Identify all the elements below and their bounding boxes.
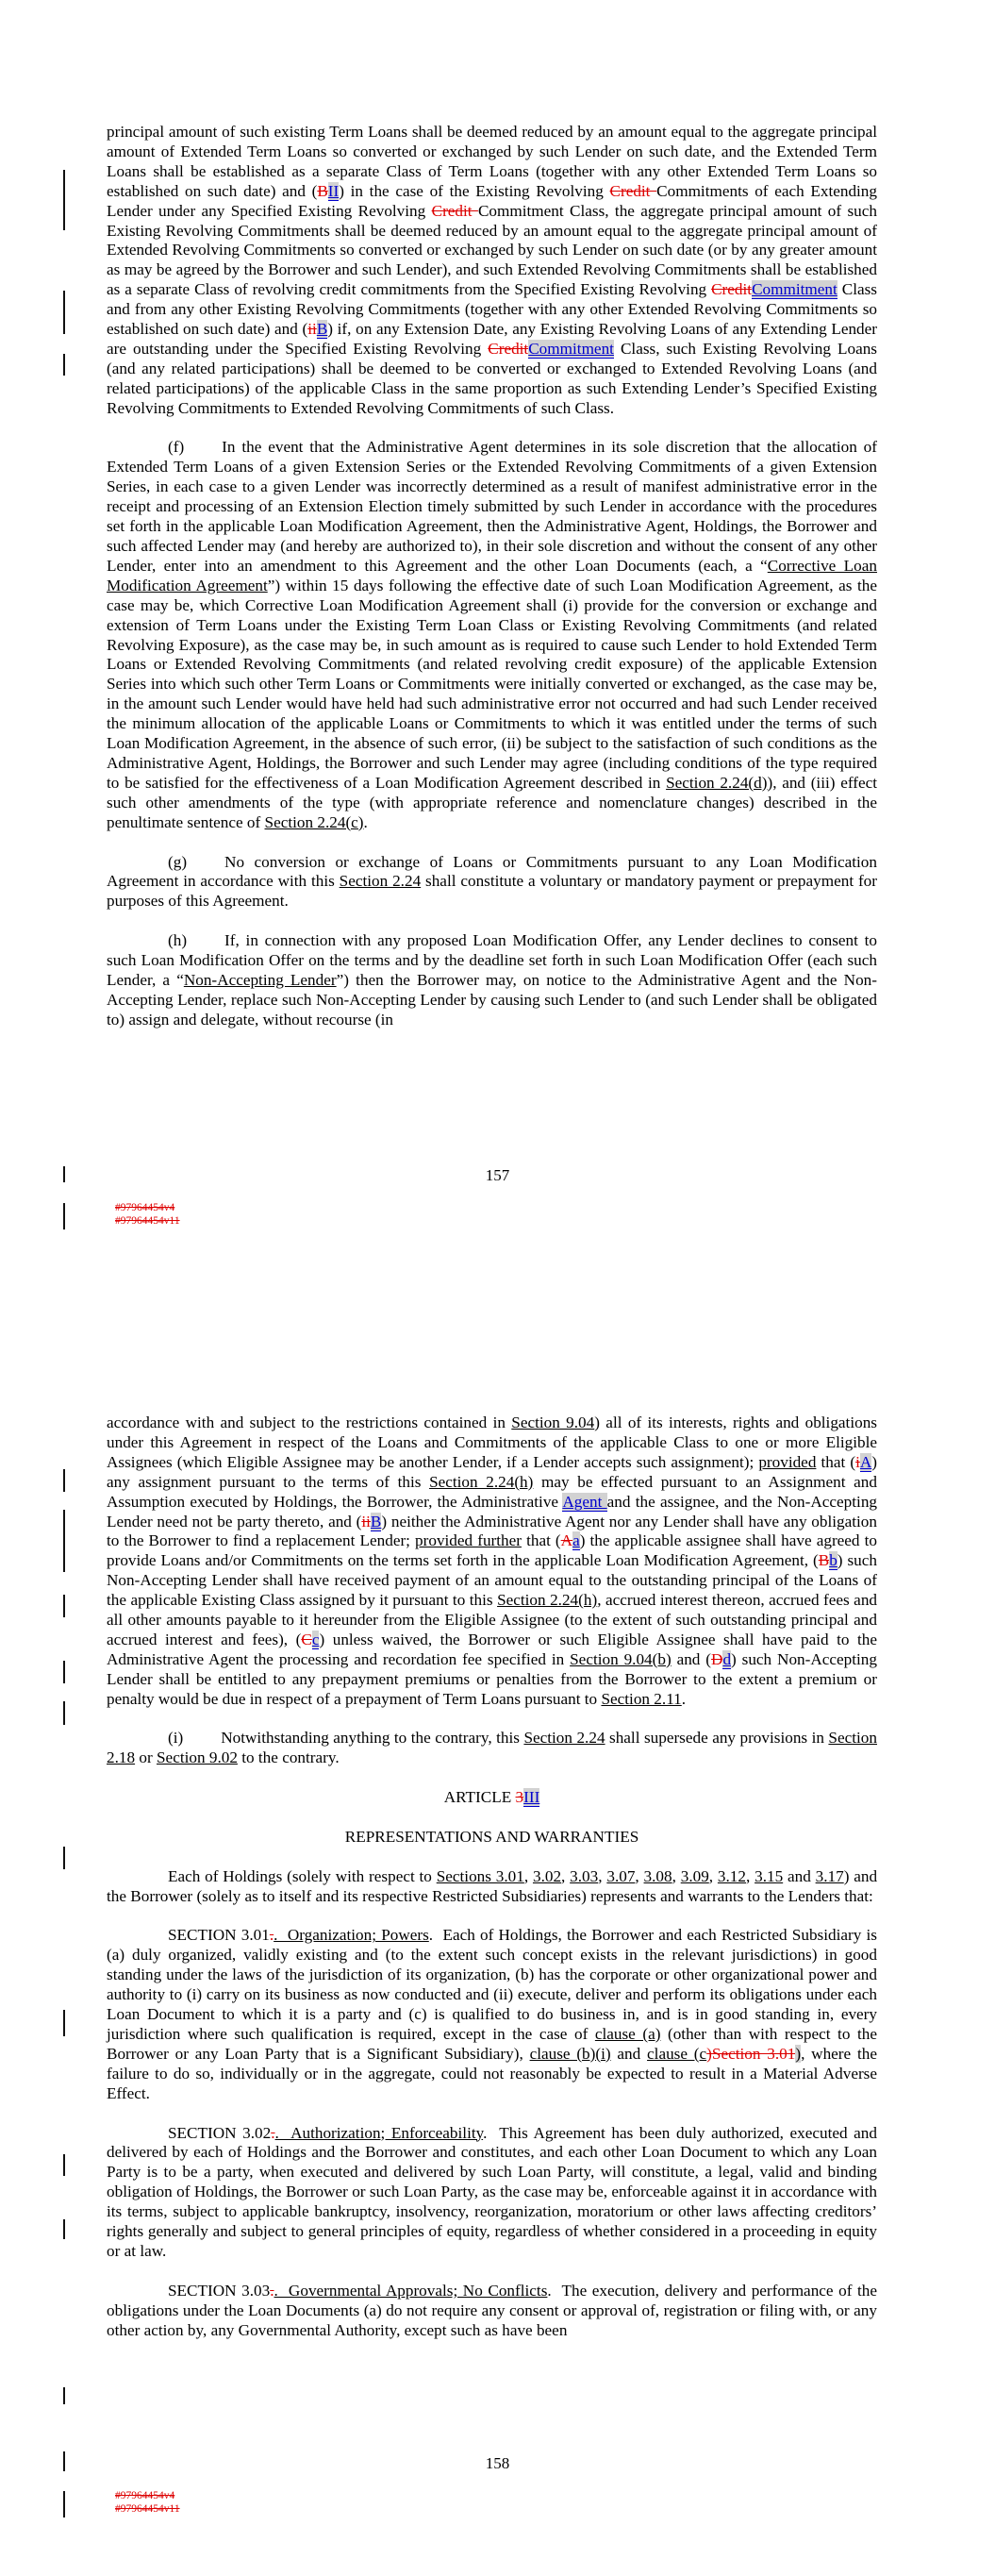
change-bar <box>63 170 65 230</box>
deleted-text: ii <box>307 320 317 339</box>
text-segment: , <box>561 1866 571 1885</box>
paragraph <box>107 1413 877 1710</box>
change-bar <box>63 2219 65 2239</box>
inserted-text: c <box>311 1630 320 1648</box>
text-segment: Section 2.24(h) <box>497 1591 598 1610</box>
text-segment: (f) <box>168 438 185 457</box>
deleted-text: . <box>270 2281 274 2300</box>
text-segment: REPRESENTATIONS AND WARRANTIES <box>344 1827 639 1846</box>
text-segment: 3.08 <box>643 1866 672 1885</box>
text-segment: SECTION 3.02 <box>168 2123 272 2142</box>
change-bar <box>63 2491 65 2517</box>
deleted-text: 3 <box>515 1788 524 1807</box>
paragraph <box>107 931 877 1030</box>
text-segment: to the contrary. <box>237 1748 340 1767</box>
text-segment: SECTION 3.01 <box>168 1926 270 1945</box>
text-segment: . <box>363 812 368 831</box>
text-segment: Section 9.04(b) <box>570 1649 672 1668</box>
text-segment: . Governmental Approvals; No Conflicts <box>274 2281 548 2300</box>
text-segment: Notwithstanding anything to the contrary, this <box>221 1729 524 1748</box>
text-segment: (other than with respect to the Borrower or any Loan Party that is a Significant Subsidiary), <box>107 2025 877 2063</box>
text-segment: (h) <box>168 931 188 950</box>
text-segment: ) any assignment pursuant to the terms of this <box>107 1452 878 1491</box>
inserted-text: Agent <box>562 1492 607 1511</box>
inserted-text: II <box>327 181 340 200</box>
paragraph <box>107 1828 877 1848</box>
text-segment: Each of Holdings (solely with respect to <box>168 1866 437 1885</box>
deleted-text: i <box>855 1452 860 1471</box>
text-segment: ), and (iii) effect such other amendments of the type (with appropriate reference and nomenclature changes) described in the penultimate sentence of <box>107 773 877 831</box>
deleted-text: Credit <box>431 201 478 220</box>
text-segment: Class, such Existing Revolving Loans (and any related participations) shall be deemed to be converted or exchanged to Extended Revolving Loans (and related participations) of the applicable Class in the same proportion as such Extending Lender’s Specified Existing Revolving Commitments to Extended Revolving Commitments of such Class. <box>107 339 877 417</box>
text-segment: ) the applicable assignee shall have agreed to provide Loans and/or Commitments on the terms set forth in the applicable Loan Modification Agreement, ( <box>107 1531 877 1570</box>
text-segment: 3.02 <box>532 1866 562 1885</box>
text-segment: . <box>681 1689 687 1708</box>
text-segment: Section 9.04 <box>511 1413 595 1431</box>
paragraph <box>107 438 877 832</box>
text-segment: and <box>610 2044 648 2063</box>
text-segment: clause (c <box>647 2044 707 2063</box>
text-segment: . The execution, delivery and performance of the obligations under the Loan Documents (a) do not require any consent or approval of, registration or filing with, or any other action by, any Governmental Authority, except such as have been <box>107 2281 877 2339</box>
inserted-text: III <box>523 1788 540 1807</box>
change-bar <box>63 1847 65 1869</box>
text-segment: , <box>598 1866 607 1885</box>
text-segment: Class and from any other Existing Revolving Commitments (together with any other Extended Revolving Commitments so established on such date) and ( <box>107 280 877 339</box>
footer-line: #97964454v11 <box>115 1214 180 1227</box>
deleted-text: D <box>711 1649 723 1668</box>
text-segment: If, in connection with any proposed Loan Modification Offer, any Lender declines to consent to such Loan Modification Offer on the terms and by the deadline set forth in such Loan Modification Offer (each such Lender, a “ <box>107 931 877 989</box>
paragraph <box>107 853 877 912</box>
text-segment: Corrective Loan Modification Agreement <box>107 556 877 594</box>
deleted-text: ii <box>361 1512 371 1531</box>
deleted-text: A <box>560 1531 573 1550</box>
text-segment: ) unless waived, the Borrower or such Eligible Assignee shall have paid to the Administrative Agent the processing and recordation fee specified in <box>107 1630 877 1668</box>
text-segment: ) if, on any Extension Date, any Existing Revolving Loans of any Extending Lender are outstanding under the Specified Existing Revolving <box>107 320 878 358</box>
footer-line: #97964454v4 <box>115 2490 175 2501</box>
change-bar <box>63 1469 65 1492</box>
text-segment: 3.15 <box>755 1866 784 1885</box>
inserted-text: d <box>722 1649 732 1668</box>
text-segment: , where the failure to do so, individually or in the aggregate, could not reasonably be expected to result in a Material Adverse Effect. <box>107 2044 877 2102</box>
text-segment: . This Agreement has been duly authorized, executed and delivered by each of Holdings and the Borrower and constitutes, and each other Loan Document to which any Loan Party is to be a party, when executed and delivered by such Loan Party, will constitute, a legal, valid and binding obligation of Holdings, the Borrower or such Loan Party, as the case may be, enforceable against it in accordance with its terms, subject to applicable bankruptcy, insolvency, reorganization, moratorium or other laws affecting creditors’ rights generally and subject to general principles of equity, regardless of whether considered in a proceeding in equity or at law. <box>107 2123 877 2260</box>
doc-id-footer <box>115 2490 180 2516</box>
text-segment: Section 2.11 <box>601 1689 682 1708</box>
text-segment: Sections 3.01 <box>436 1866 524 1885</box>
text-segment: Section 9.02 <box>157 1748 238 1767</box>
text-segment: that ( <box>521 1531 561 1550</box>
deleted-text: . <box>271 2123 275 2142</box>
doc-id-footer <box>115 1202 180 1228</box>
text-segment: clause (a) <box>594 2025 661 2044</box>
text-segment: ARTICLE <box>443 1788 516 1807</box>
page-number: 157 <box>485 1166 510 1184</box>
deleted-text: C <box>301 1630 312 1648</box>
page-158 <box>0 1288 995 2576</box>
change-bar <box>63 2010 65 2036</box>
text-segment: Commitments of each Extending Lender under any Specified Existing Revolving <box>107 181 877 220</box>
text-segment: 3.12 <box>717 1866 746 1885</box>
change-bar <box>63 1203 65 1229</box>
inserted-text: A <box>859 1452 872 1471</box>
text-segment: , accrued interest thereon, accrued fees and all other amounts payable to it hereunder from the Eligible Assignee (to the extent of such outstanding principal and accrued interest and fees), ( <box>107 1591 878 1648</box>
text-segment: 3.09 <box>680 1866 709 1885</box>
paragraph <box>107 2124 877 2262</box>
paragraph <box>107 1926 877 2103</box>
text-segment: or <box>135 1748 157 1767</box>
text-segment: ) all of its interests, rights and obligations under this Agreement in respect of the Loans and Commitments of the applicable Class to one or more Eligible Assignees (which Eligible Assignee may be another Lender, if a Lender accepts such assignment); <box>107 1413 877 1471</box>
text-segment: and the assignee, and the Non-Accepting Lender need not be party thereto, and ( <box>107 1492 878 1531</box>
text-segment: Commitment Class, the aggregate principal amount of such Existing Revolving Commitments shall be deemed reduced by an amount equal to the aggregate principal amount of Extended Revolving Commitments so converted or exchanged by such Lender on such date (or by any greater amount as may be agreed by the Borrower and such Lender), and such Extended Revolving Commitments shall be established as a separate Class of revolving credit commitments from the Specified Existing Revolving <box>107 201 877 299</box>
text-segment: Section 2.24(c) <box>264 812 364 831</box>
inserted-text: Commitment <box>752 280 837 299</box>
text-segment: accordance with and subject to the restrictions contained in <box>107 1413 512 1431</box>
footer-line: #97964454v11 <box>115 2502 180 2515</box>
inserted-text: Commitment <box>528 339 614 358</box>
inserted-text: B <box>370 1512 382 1531</box>
text-segment: clause (b)(i) <box>529 2044 611 2063</box>
text-segment: provided <box>758 1452 817 1471</box>
text-segment: Section 2.24 <box>339 872 422 891</box>
text-segment: ) <box>795 2044 802 2063</box>
change-bar <box>63 1510 65 1572</box>
text-segment: 3.07 <box>606 1866 636 1885</box>
inserted-text: B <box>316 320 328 339</box>
text-segment: , <box>708 1866 718 1885</box>
text-segment: , <box>672 1866 681 1885</box>
text-segment: Section 2.24(d) <box>666 773 768 792</box>
change-bar <box>63 1701 65 1725</box>
paragraph <box>107 1729 877 1768</box>
text-segment: ) such Non-Accepting Lender shall be entitled to any prepayment premiums or penalties from the Borrower to the extent a premium or penalty would be due in respect of a prepayment of Term Loans pursuant to <box>107 1649 877 1708</box>
text-segment: 3.03 <box>570 1866 599 1885</box>
text-segment: ”) then the Borrower may, on notice to the Administrative Agent and the Non-Accepting Lender, replace such Non-Accepting Lender by causing such Lender to (and such Lender shall be obligated to) assign and delegate, without recourse (in <box>107 970 877 1029</box>
text-segment: No conversion or exchange of Loans or Commitments pursuant to any Loan Modification Agreement in accordance with this <box>107 852 877 891</box>
text-segment: . Organization; Powers <box>274 1926 429 1945</box>
text-segment: . Each of Holdings, the Borrower and each Restricted Subsidiary is (a) duly organized, validly existing and (to the extent such concept exists in the relevant jurisdictions) in good standing under the laws of the jurisdiction of its organization, (b) has the corporate or other organizational power and authority to (i) carry on its business as now conducted and (ii) execute, deliver and perform its obligations under each Loan Document to which it is a party and (c) is qualified to do business in, and is in good standing in, every jurisdiction where such qualification is required, except in the case of <box>107 1926 877 2044</box>
text-segment: , <box>635 1866 644 1885</box>
paragraph <box>107 2282 877 2341</box>
text-segment: Section 2.18 <box>107 1729 877 1767</box>
paragraph <box>107 123 877 419</box>
text-segment: Section 2.24(h) <box>429 1472 534 1491</box>
text-segment: SECTION 3.03 <box>168 2281 271 2300</box>
text-segment: shall constitute a voluntary or mandatory payment or prepayment for purposes of this Agreement. <box>107 872 878 911</box>
deleted-text: Credit <box>609 181 657 200</box>
change-bar <box>63 1661 65 1683</box>
text-segment: ) and the Borrower (solely as to itself and its respective Restricted Subsidiaries) represents and warrants to the Lenders that: <box>107 1866 878 1905</box>
text-segment: ) neither the Administrative Agent nor any Lender shall have any obligation to the Borrower to find a replacement Lender; <box>107 1512 877 1550</box>
text-segment: (i) <box>168 1729 184 1748</box>
text-segment: ) such Non-Accepting Lender shall have received payment of an amount equal to the outstanding principal of the Loans of the applicable Existing Class assigned by it pursuant to this <box>107 1551 877 1610</box>
text-segment: , <box>523 1866 533 1885</box>
footer-line: #97964454v4 <box>115 1202 175 1213</box>
text-segment: 3.17 <box>815 1866 844 1885</box>
deleted-text: B <box>818 1551 830 1570</box>
deleted-text: )Section 3.01 <box>706 2044 796 2063</box>
deleted-text: B <box>317 181 328 200</box>
deleted-text: Credit <box>488 339 529 358</box>
text-segment: (g) <box>168 852 188 871</box>
page-number: 158 <box>485 2454 510 2472</box>
change-bar <box>63 2387 65 2404</box>
change-bar <box>63 354 65 376</box>
inserted-text: b <box>829 1551 837 1570</box>
text-segment: In the event that the Administrative Agent determines in its sole discretion that the allocation of Extended Term Loans of a given Extension Series or the Extended Revolving Commitments of a given Extension Series, in each case to a given Lender was incorrectly determined as a result of manifest administrative error in the receipt and processing of an Extension Election timely submitted by such Lender in accordance with the procedures set forth in the applicable Loan Modification Agreement, then the Administrative Agent, Holdings, the Borrower and such affected Lender may (and hereby are authorized to), in their sole discretion and without the consent of any other Lender, enter into an amendment to this Agreement and the other Loan Documents (each, a “ <box>107 438 877 575</box>
change-bar <box>63 1595 65 1617</box>
text-segment: provided further <box>415 1531 522 1550</box>
text-segment: Section 2.24 <box>523 1729 605 1748</box>
page-content <box>107 1413 877 2360</box>
text-segment: and <box>783 1866 816 1885</box>
text-segment: principal amount of such existing Term Loans shall be deemed reduced by an amount equal to the aggregate principal amount of Extended Term Loans so converted or exchanged by such Lender on such date, and the Extended Term Loans shall be established as a separate Class of Term Loans (together with any other Extended Term Loans so established on such date) and ( <box>107 123 877 200</box>
text-segment: , <box>745 1866 755 1885</box>
text-segment: shall supersede any provisions in <box>605 1729 829 1748</box>
text-segment: . Authorization; Enforceability <box>274 2123 484 2142</box>
text-segment: ”) within 15 days following the effective date of such Loan Modification Agreement, as the case may be, which Corrective Loan Modification Agreement shall (i) provide for the conversion or exchange and extension of Term Loans under the Existing Term Loan Class or Existing Revolving Commitments (and related Revolving Exposure), as the case may be, in such amount as is required to cause such Lender to hold Extended Term Loans or Extended Revolving Commitments (and related revolving credit exposure) of the applicable Extension Series into which such other Term Loans or Commitments were initially converted or exchanged, as the case may be, in the amount such Lender would have held had such administrative error not occurred and had such Lender received the minimum allocation of the applicable Loans or Commitments to which it was entitled under the terms of such Loan Modification Agreement, in the absence of such error, (ii) be subject to the satisfaction of such conditions as the Administrative Agent, Holdings, the Borrower and such Lender may agree (including conditions of the type required to be satisfied for the effectiveness of a Loan Modification Agreement described in <box>107 576 877 792</box>
text-segment: may be effected pursuant to an Assignment and Assumption executed by Holdings, the Borrower, the Administrative <box>107 1472 877 1511</box>
paragraph <box>107 1867 877 1907</box>
page-content <box>107 123 877 1050</box>
paragraph <box>107 1788 877 1808</box>
change-bar <box>63 291 65 334</box>
deleted-text: . <box>269 1926 274 1945</box>
text-segment: and ( <box>671 1649 712 1668</box>
text-segment: Non-Accepting Lender <box>183 970 337 989</box>
inserted-text: a <box>572 1531 580 1550</box>
text-segment: ) in the case of the Existing Revolving <box>339 181 610 200</box>
text-segment: that ( <box>816 1452 856 1471</box>
change-bar <box>63 2154 65 2176</box>
deleted-text: Credit <box>711 280 753 299</box>
